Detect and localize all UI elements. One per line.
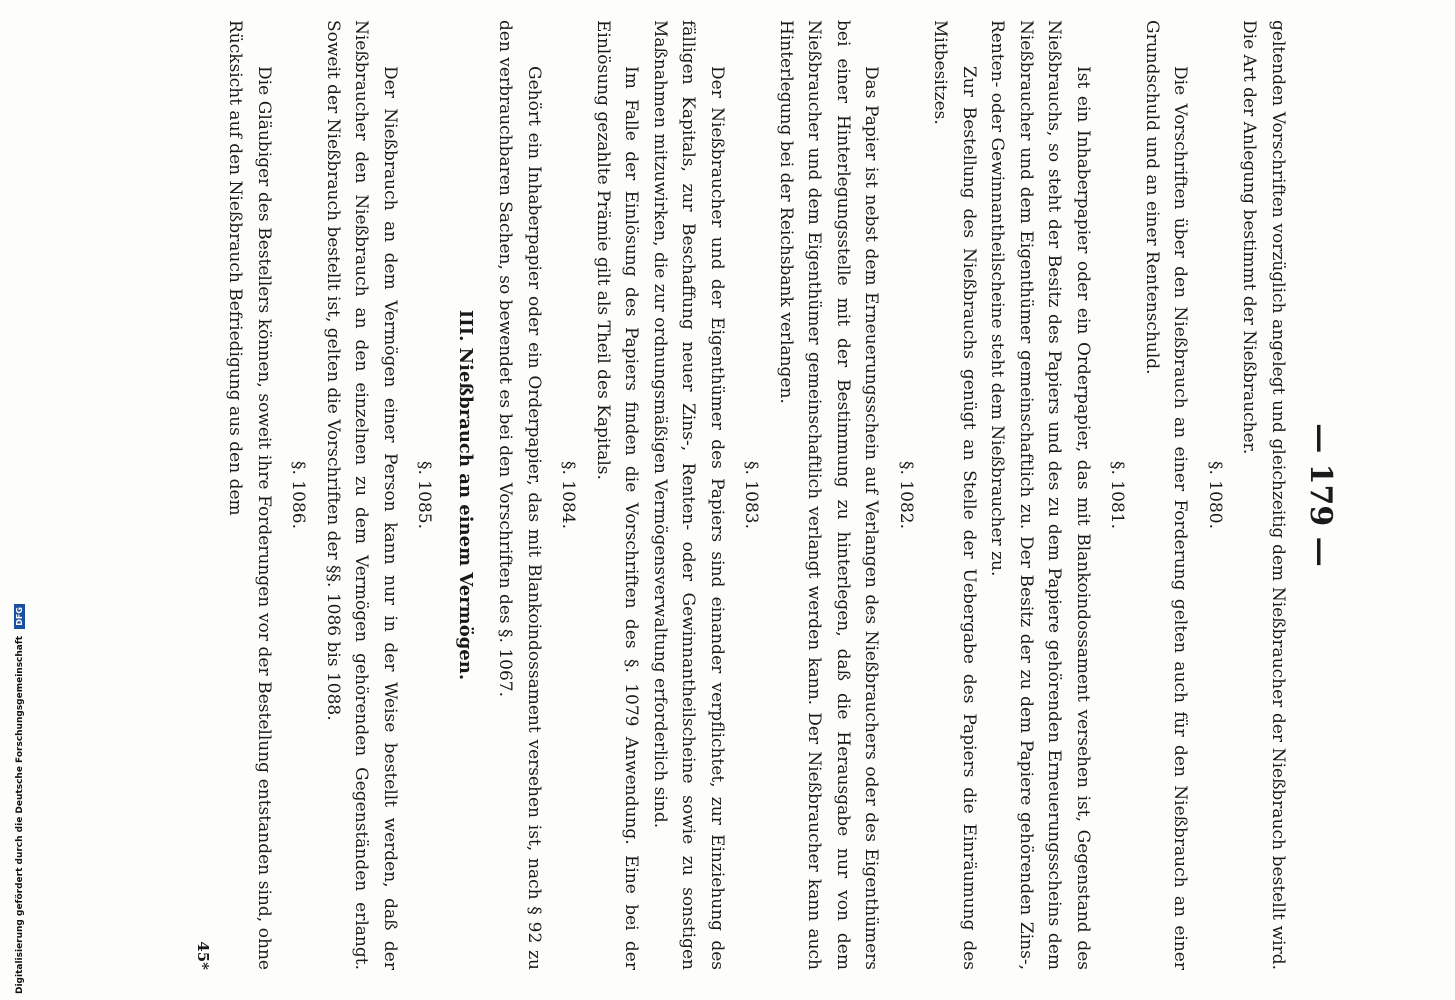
page-mark: 45* xyxy=(194,941,212,970)
section-number: §. 1080. xyxy=(1205,461,1225,529)
section-number: §. 1082. xyxy=(896,461,916,529)
paragraph: Der Nießbraucher und der Eigenthümer des Papiers sind einander verpflichtet, zur Einziehung des fälligen Kapitals, zur Beschaffung neuer Zins-, Renten- oder Gewinnantheilscheine sowie zu sonstigen Maßnahmen mitzuwirken, die zur ordnungsmäßigen Vermögensverwaltung erforderlich sind. xyxy=(650,20,727,970)
dfg-logo-icon: DFG xyxy=(14,604,25,629)
paragraph-continuation: geltenden Vorschriften vorzüglich angelegt und gleichzeitig dem Nießbraucher der Nießbrauch bestellt wird. Die Art der Anlegung bestimmt der Nießbraucher. xyxy=(1239,20,1288,970)
digitization-credit xyxy=(14,604,25,994)
paragraph: Die Gläubiger des Bestellers können, soweit ihre Forderungen vor der Bestellung entstanden sind, ohne Rücksicht auf den Nießbrauch Befriedigung aus den dem xyxy=(225,20,274,970)
paragraph: Gehört ein Inhaberpapier oder ein Orderpapier, das mit Blankoindossament versehen ist, nach § 92 zu den verbrauchbaren Sachen, so bewendet es bei den Vorschriften des §. 1067. xyxy=(495,20,544,970)
credit-text: Digitalisierung gefördert durch die Deutsche Forschungsgemeinschaft xyxy=(15,635,25,994)
section-number: §. 1084. xyxy=(558,461,579,529)
paragraph: Der Nießbrauch an dem Vermögen einer Person kann nur in der Weise bestellt werden, daß der Nießbraucher den Nießbrauch an den einzelnen zu dem Vermögen gehörenden Gegenständen erlangt. Soweit der Nießbrauch bestellt ist, gelten die Vorschriften der §§. 1086 bis 1088. xyxy=(323,20,400,970)
page-number: — 179 — xyxy=(1303,423,1338,567)
section-number: §. 1085. xyxy=(414,461,435,529)
paragraph: Zur Bestellung des Nießbrauchs genügt an Stelle der Uebergabe des Papiers die Einräumung des Mitbesitzes. xyxy=(930,20,979,970)
section-number: §. 1081. xyxy=(1107,461,1128,529)
section-number: §. 1083. xyxy=(741,461,762,529)
rotated-document-page xyxy=(60,20,1340,970)
paragraph: Das Papier ist nebst dem Erneuerungsschein auf Verlangen des Nießbrauchers oder des Eigenthümers bei einer Hinterlegungsstelle mit der Bestimmung zu hinterlegen, daß die Herausgabe nur von dem Nießbraucher und dem Eigenthümer gemeinschaftlich verlangt werden kann. Der Nießbraucher kann auch Hinterlegung bei der Reichsbank verlangen. xyxy=(776,20,882,970)
chapter-heading: III. Nießbrauch an einem Vermögen. xyxy=(455,309,476,681)
paragraph: Im Falle der Einlösung des Papiers finden die Vorschriften des §. 1079 Anwendung. Eine bei der Einlösung gezahlte Prämie gilt als Theil des Kapitals. xyxy=(593,20,642,970)
paragraph: Die Vorschriften über den Nießbrauch an einer Forderung gelten auch für den Nießbrauch an einer Grundschuld und an einer Rentenschuld. xyxy=(1142,20,1191,970)
paragraph: Ist ein Inhaberpapier oder ein Orderpapier, das mit Blankoindossament versehen ist, Gegenstand des Nießbrauchs, so steht der Besitz des Papiers und des zu dem Papiere gehörenden Erneuerungsscheins dem Nießbraucher und dem Eigenthümer gemeinschaftlich zu. Der Besitz der zu dem Papiere gehörenden Zins-, Renten- oder Gewinnantheilscheine steht dem Nießbraucher zu. xyxy=(987,20,1093,970)
section-number: §. 1086. xyxy=(288,461,309,529)
page-body xyxy=(221,20,1292,970)
